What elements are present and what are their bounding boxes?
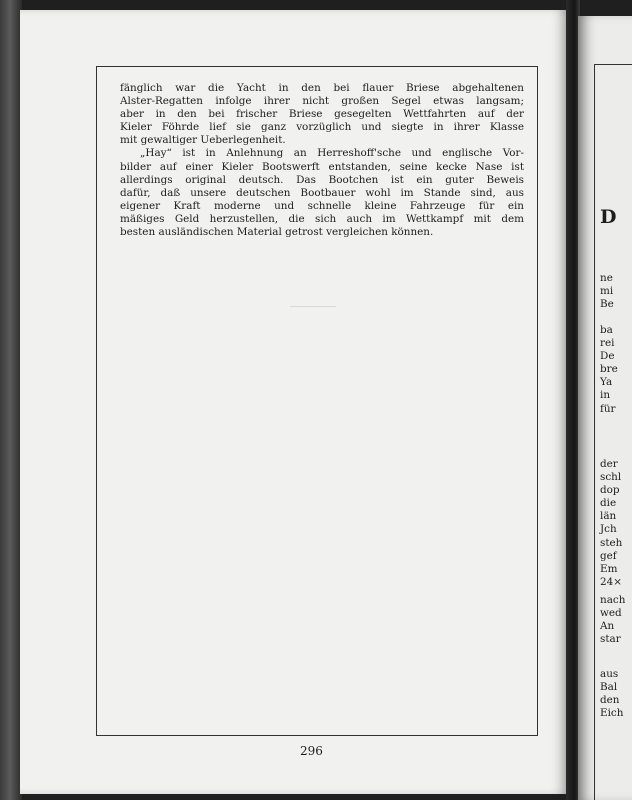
text-fragment: die [600, 497, 617, 510]
text-line: allerdings original deutsch. Das Bootchen ist ein guter Beweis [120, 173, 524, 186]
text-fragment: steh [600, 536, 623, 549]
text-fragment: Em [600, 562, 618, 575]
text-line: besten ausländischen Material getrost vergleichen können. [120, 226, 434, 239]
text-line: eigener Kraft moderne und schnelle kleine Fahrzeuge für ein [120, 199, 524, 212]
text-fragment: schl [600, 471, 622, 484]
text-fragment: aus [600, 668, 619, 680]
text-fragment: ba [600, 324, 613, 336]
text-line: mit gewaltiger Ueberlegenheit. [120, 134, 286, 147]
right-fragments-5 [600, 668, 623, 720]
text-fragment: 24× [600, 575, 622, 588]
text-fragment: bre [600, 363, 618, 376]
text-fragment: ne [600, 272, 613, 284]
text-fragment: nach [600, 594, 626, 606]
text-fragment: gef [600, 549, 617, 562]
text-fragment: Ya [600, 376, 613, 389]
text-line: Kieler Föhrde lief sie ganz vorzüglich und siegte in ihrer Klasse [120, 121, 524, 134]
text-fragment: Eich [600, 707, 624, 720]
text-fragment: län [600, 510, 617, 523]
right-page [578, 16, 632, 800]
text-fragment: De [600, 350, 615, 363]
text-line: Alster-Regatten infolge ihrer nicht großen Segel etwas langsam; [120, 95, 524, 108]
text-fragment: rei [600, 337, 615, 350]
text-fragment: den [600, 694, 620, 707]
text-fragment: Bal [600, 681, 618, 694]
text-fragment: wed [600, 607, 622, 620]
text-line: mäßiges Geld herzustellen, die sich auch im Wettkampf mit dem [120, 212, 524, 225]
text-fragment: Jch [600, 523, 617, 536]
text-fragment: Be [600, 298, 614, 311]
text-line: fänglich war die Yacht in den bei flauer Briese abgehaltenen [120, 82, 524, 94]
text-fragment: mi [600, 285, 614, 298]
faint-rule [290, 306, 336, 307]
text-fragment: An [600, 620, 615, 633]
text-line: dafür, daß unsere deutschen Bootbauer wohl im Stande sind, aus [120, 186, 524, 199]
text-line: aber in den bei frischer Briese gesegelten Wettfahrten auf der [120, 108, 524, 121]
text-fragment: für [600, 402, 616, 415]
right-fragments-3 [600, 458, 622, 589]
text-fragment: der [600, 458, 618, 470]
text-fragment: in [600, 389, 611, 402]
page-number: 296 [300, 744, 323, 758]
right-fragments-2 [600, 324, 618, 416]
text-line: „Hay“ ist in Anlehnung an Herreshoff'sche und englische Vor- [140, 147, 524, 160]
book-spine-left [0, 0, 22, 800]
text-fragment: star [600, 633, 621, 646]
text-fragment: dop [600, 484, 620, 497]
chapter-initial: D [600, 206, 617, 228]
right-fragments-4 [600, 594, 625, 646]
text-line: bilder auf einer Kieler Bootswerft entstanden, seine kecke Nase ist [120, 160, 524, 173]
right-fragments-1 [600, 272, 614, 311]
body-text [120, 82, 524, 239]
